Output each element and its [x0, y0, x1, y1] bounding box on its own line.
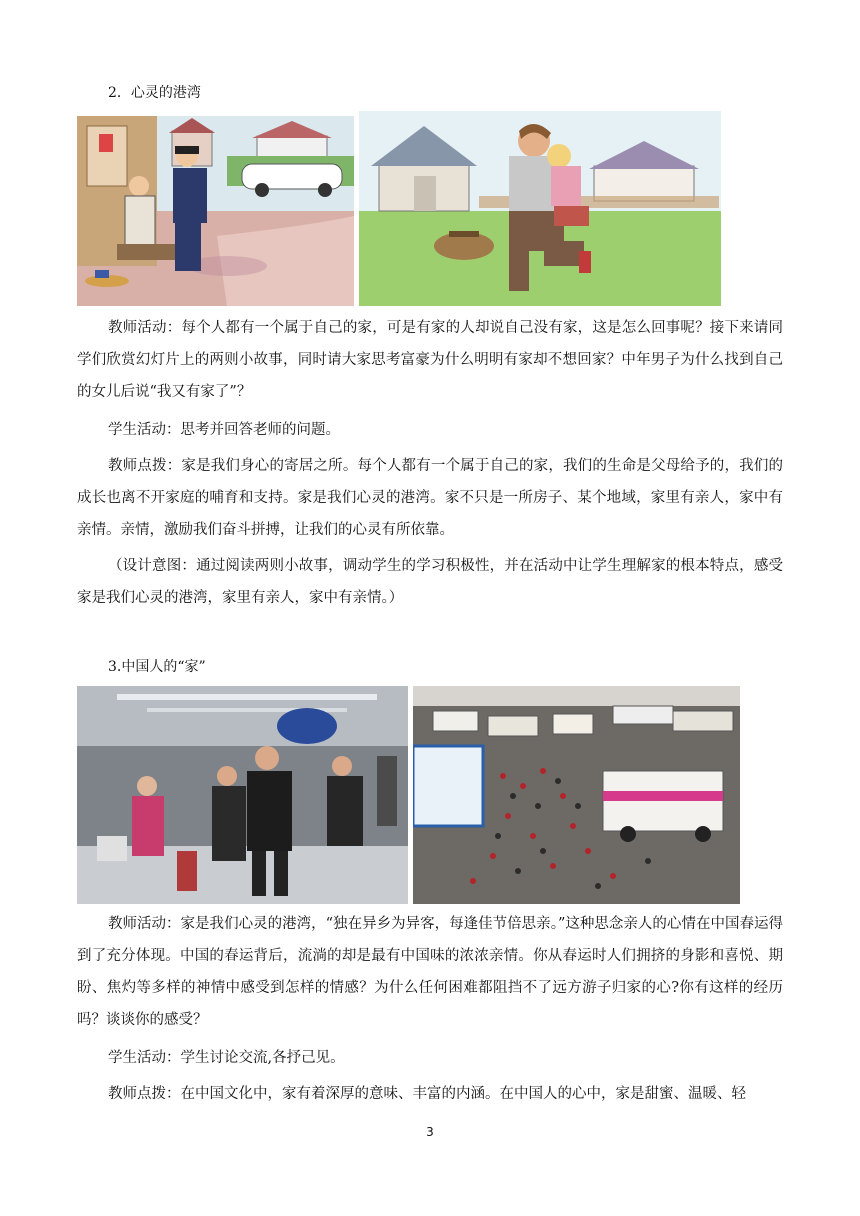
bus-station-photo — [413, 686, 740, 904]
travelers-photo — [77, 686, 408, 904]
section-3-heading: 3.中国人的“家” — [108, 659, 206, 675]
drunk-man-illustration — [77, 116, 354, 306]
page-number: 3 — [426, 1125, 434, 1139]
father-daughter-illustration — [359, 111, 721, 306]
section-2-heading: 2．心灵的港湾 — [108, 85, 201, 101]
design-intent-paragraph: （设计意图：通过阅读两则小故事，调动学生的学习积极性，并在活动中让学生理解家的根本特点，感受家是我们心灵的港湾，家里有亲人，家中有亲情。） — [77, 558, 783, 606]
teacher-guidance-paragraph-2: 教师点拨：在中国文化中，家有着深厚的意味、丰富的内涵。在中国人的心中，家是甜蜜、温暖、轻 — [108, 1086, 746, 1102]
teacher-activity-paragraph: 教师活动：每个人都有一个属于自己的家，可是有家的人却说自己没有家，这是怎么回事呢？接下来请同学们欣赏幻灯片上的两则小故事，同时请大家思考富豪为什么明明有家却不想回家？中年男子为什么找到自己的女儿后说“我又有家了”？ — [77, 320, 783, 400]
teacher-activity-paragraph-2: 教师活动：家是我们心灵的港湾，“独在异乡为异客，每逢佳节倍思亲。”这种思念亲人的心情在中国春运得到了充分体现。中国的春运背后，流淌的却是最有中国味的浓浓亲情。你从春运时人们拥挤的身影和喜悦、期盼、焦灼等多样的神情中感受到怎样的情感？为什么任何困难都阻挡不了远方游子归家的心?你有这样的经历吗？谈谈你的感受？ — [77, 916, 783, 1028]
student-activity-paragraph: 学生活动：思考并回答老师的问题。 — [108, 422, 340, 438]
student-activity-paragraph-2: 学生活动：学生讨论交流,各抒己见。 — [108, 1050, 345, 1066]
teacher-guidance-paragraph: 教师点拨：家是我们身心的寄居之所。每个人都有一个属于自己的家，我们的生命是父母给予的，我们的成长也离不开家庭的哺育和支持。家是我们心灵的港湾。家不只是一所房子、某个地域，家里有亲人，家中有亲情。亲情，激励我们奋斗拼搏，让我们的心灵有所依靠。 — [77, 458, 783, 538]
